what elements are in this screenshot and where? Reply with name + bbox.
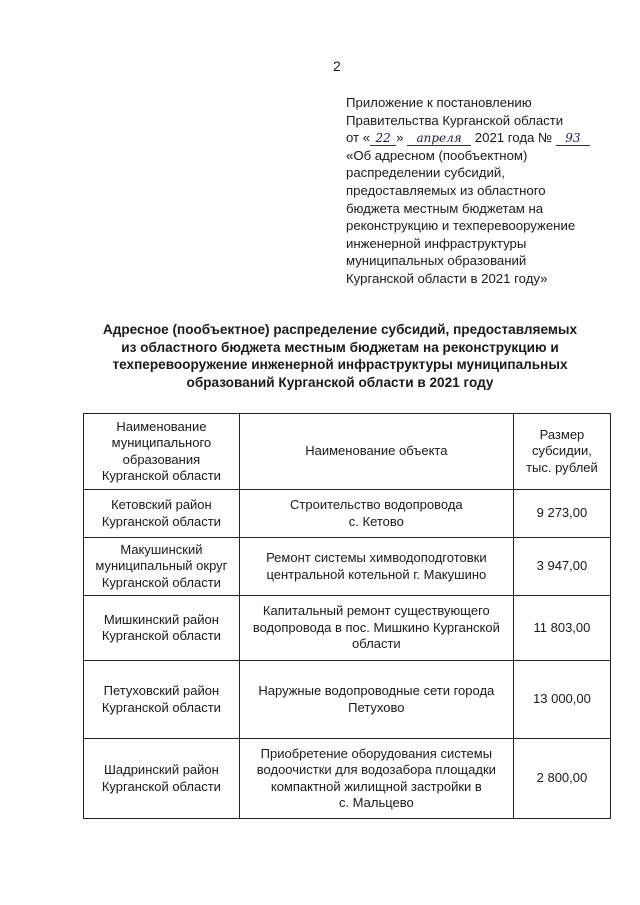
- table-row: [84, 596, 611, 661]
- annex-line: Правительства Курганской области: [346, 112, 564, 128]
- cell-municipality: Петуховский район Курганской области: [84, 661, 240, 739]
- header-municipality: Наименование муниципального образования Курганской области: [84, 414, 240, 490]
- title-line: техперевооружение инженерной инфраструктуры муниципальных: [112, 357, 568, 373]
- annex-line: Курганской области в 2021 году»: [346, 270, 548, 286]
- header-object: Наименование объекта: [239, 414, 513, 490]
- cell-amount: 2 800,00: [513, 739, 610, 819]
- date-suffix: 2021 года №: [474, 130, 553, 146]
- annex-line: предоставляемых из областного: [346, 182, 546, 198]
- annex-header: [346, 94, 611, 288]
- handwritten-month: апреля: [407, 132, 471, 146]
- page-number: 2: [333, 58, 341, 74]
- handwritten-day: 22: [370, 132, 396, 146]
- handwritten-decree-number: 93: [556, 132, 590, 146]
- table-row: [84, 661, 611, 739]
- cell-amount: 3 947,00: [513, 538, 610, 596]
- cell-object: Ремонт системы химводоподготовки центральной котельной г. Макушино: [239, 538, 513, 596]
- table-row: [84, 490, 611, 538]
- table-header-row: [84, 414, 611, 490]
- annex-date-line: [346, 129, 611, 147]
- annex-line: инженерной инфраструктуры: [346, 235, 527, 251]
- cell-amount: 9 273,00: [513, 490, 610, 538]
- annex-line: реконструкцию и техперевооружение: [346, 218, 576, 234]
- cell-municipality: Шадринский район Курганской области: [84, 739, 240, 819]
- cell-municipality: Мишкинский район Курганской области: [84, 596, 240, 661]
- date-prefix: от «: [346, 130, 371, 146]
- cell-municipality: Макушинский муниципальный округ Курганской области: [84, 538, 240, 596]
- document-title: [60, 321, 620, 391]
- annex-line: бюджета местным бюджетам на: [346, 200, 544, 216]
- subsidy-table: [83, 413, 611, 819]
- cell-amount: 11 803,00: [513, 596, 610, 661]
- date-mid: »: [396, 130, 404, 146]
- cell-object: Приобретение оборудования системы водоочистки для водозабора площадки компактной жилищной застройки в с. Мальцево: [239, 739, 513, 819]
- cell-object: Капитальный ремонт существующего водопровода в пос. Мишкино Курганской области: [239, 596, 513, 661]
- table-row: [84, 538, 611, 596]
- annex-line: «Об адресном (пообъектном): [346, 147, 528, 163]
- annex-line: распределении субсидий,: [346, 165, 505, 181]
- cell-amount: 13 000,00: [513, 661, 610, 739]
- title-line: Адресное (пообъектное) распределение субсидий, предоставляемых: [102, 322, 578, 337]
- cell-object: Наружные водопроводные сети города Петухово: [239, 661, 513, 739]
- title-line: образований Курганской области в 2021 году: [186, 374, 494, 390]
- table-row: [84, 739, 611, 819]
- annex-line: Приложение к постановлению: [346, 95, 532, 110]
- cell-object: Строительство водопровода с. Кетово: [239, 490, 513, 538]
- header-amount: Размер субсидии, тыс. рублей: [513, 414, 610, 490]
- annex-line: муниципальных образований: [346, 253, 527, 269]
- title-line: из областного бюджета местным бюджетам на реконструкцию и: [121, 339, 559, 355]
- cell-municipality: Кетовский район Курганской области: [84, 490, 240, 538]
